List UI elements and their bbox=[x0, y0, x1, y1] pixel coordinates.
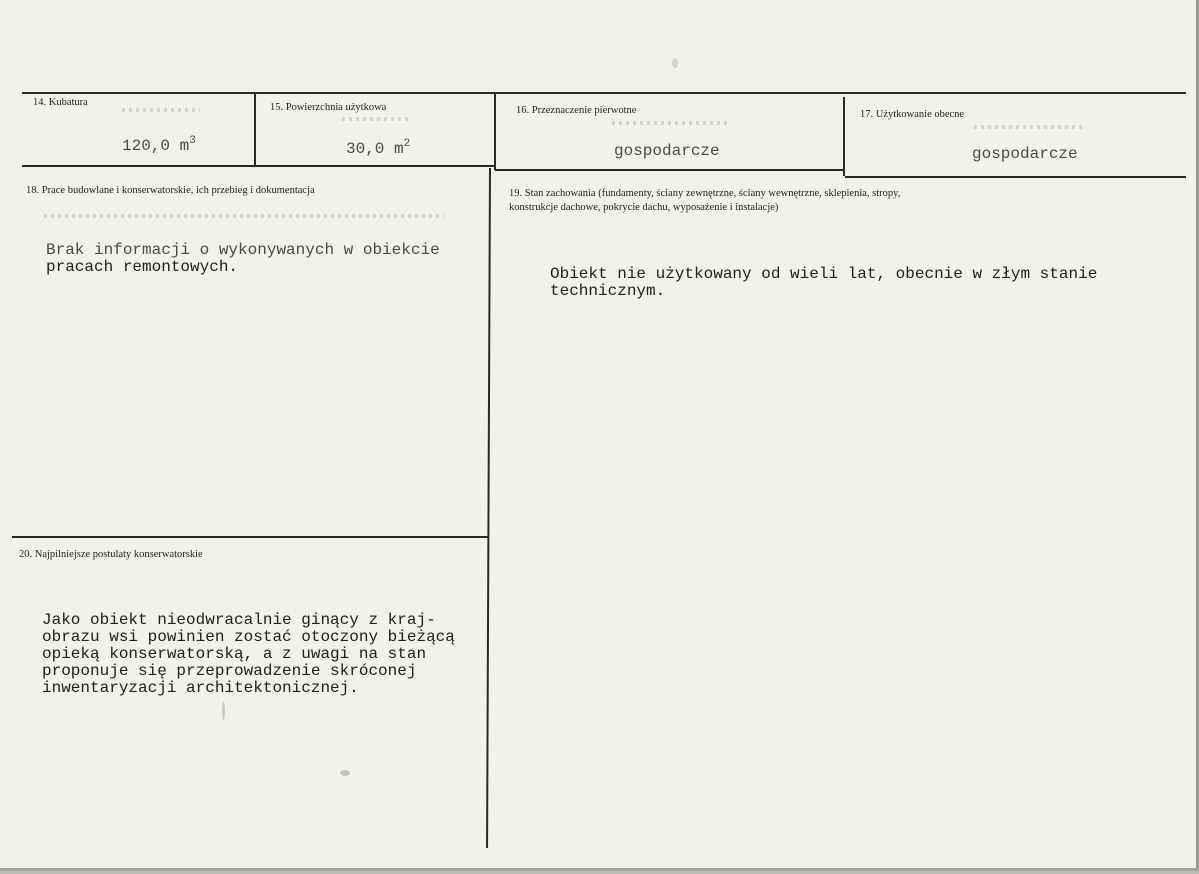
field-18-line-2: pracach remontowych. bbox=[46, 258, 239, 276]
field-20-line-5: inwentaryzacji architektonicznej. bbox=[42, 679, 359, 697]
field-20-line-4: proponuje się przeprowadzenie skróconej bbox=[42, 662, 417, 680]
center-divider bbox=[486, 168, 491, 848]
top-rule bbox=[22, 92, 1186, 94]
erased-text bbox=[342, 117, 412, 121]
paper-speck bbox=[222, 702, 225, 720]
erased-text bbox=[44, 214, 444, 218]
field-17-value: gospodarcze bbox=[972, 145, 1078, 163]
field-19-label-line-2: konstrukcje dachowe, pokrycie dachu, wyposażenie i instalacje) bbox=[509, 202, 779, 213]
field-19-line-2: technicznym. bbox=[550, 282, 666, 300]
field-14-number: 120,0 m bbox=[122, 137, 190, 155]
field-20-label: 20. Najpilniejsze postulaty konserwatorskie bbox=[19, 549, 203, 560]
erased-text bbox=[122, 108, 200, 112]
field-20-line-3: opieką konserwatorską, a z uwagi na stan bbox=[42, 645, 427, 663]
header-row-bottom-rule-far-right bbox=[845, 176, 1186, 178]
header-row-bottom-rule bbox=[22, 165, 495, 167]
paper-speck bbox=[340, 770, 350, 776]
field-16-label: 16. Przeznaczenie pierwotne bbox=[516, 105, 637, 116]
mid-left-rule bbox=[12, 536, 488, 538]
erased-text bbox=[612, 121, 728, 125]
field-18-line-1: Brak informacji o wykonywanych w obiekcie bbox=[46, 241, 440, 259]
field-15-number: 30,0 m bbox=[346, 140, 404, 158]
field-19-label-line-1: 19. Stan zachowania (fundamenty, ściany zewnętrzne, ściany wewnętrzne, sklepienia, stropy, bbox=[509, 188, 901, 199]
header-row-bottom-rule-right bbox=[495, 169, 845, 171]
erased-text bbox=[974, 125, 1084, 129]
field-16-value: gospodarcze bbox=[614, 142, 720, 160]
field-15-label: 15. Powierzchnia użytkowa bbox=[270, 102, 387, 113]
field-18-label: 18. Prace budowlane i konserwatorskie, ich przebieg i dokumentacja bbox=[26, 185, 315, 196]
field-19-line-1: Obiekt nie użytkowany od wieli lat, obecnie w złym stanie bbox=[550, 265, 1098, 283]
paper-speck bbox=[672, 58, 678, 68]
divider-15-16 bbox=[494, 94, 496, 170]
field-17-label: 17. Użytkowanie obecne bbox=[860, 109, 965, 120]
field-14-exponent: 3 bbox=[189, 135, 196, 147]
field-14-value bbox=[122, 133, 196, 155]
divider-16-17 bbox=[843, 97, 845, 176]
field-15-value bbox=[346, 136, 410, 158]
field-15-exponent: 2 bbox=[403, 138, 411, 150]
field-20-line-2: obrazu wsi powinien zostać otoczony bieżącą bbox=[42, 628, 455, 646]
divider-14-15 bbox=[254, 92, 256, 166]
field-14-label: 14. Kubatura bbox=[33, 97, 88, 108]
field-20-line-1: Jako obiekt nieodwracalnie ginący z kraj- bbox=[42, 611, 436, 629]
